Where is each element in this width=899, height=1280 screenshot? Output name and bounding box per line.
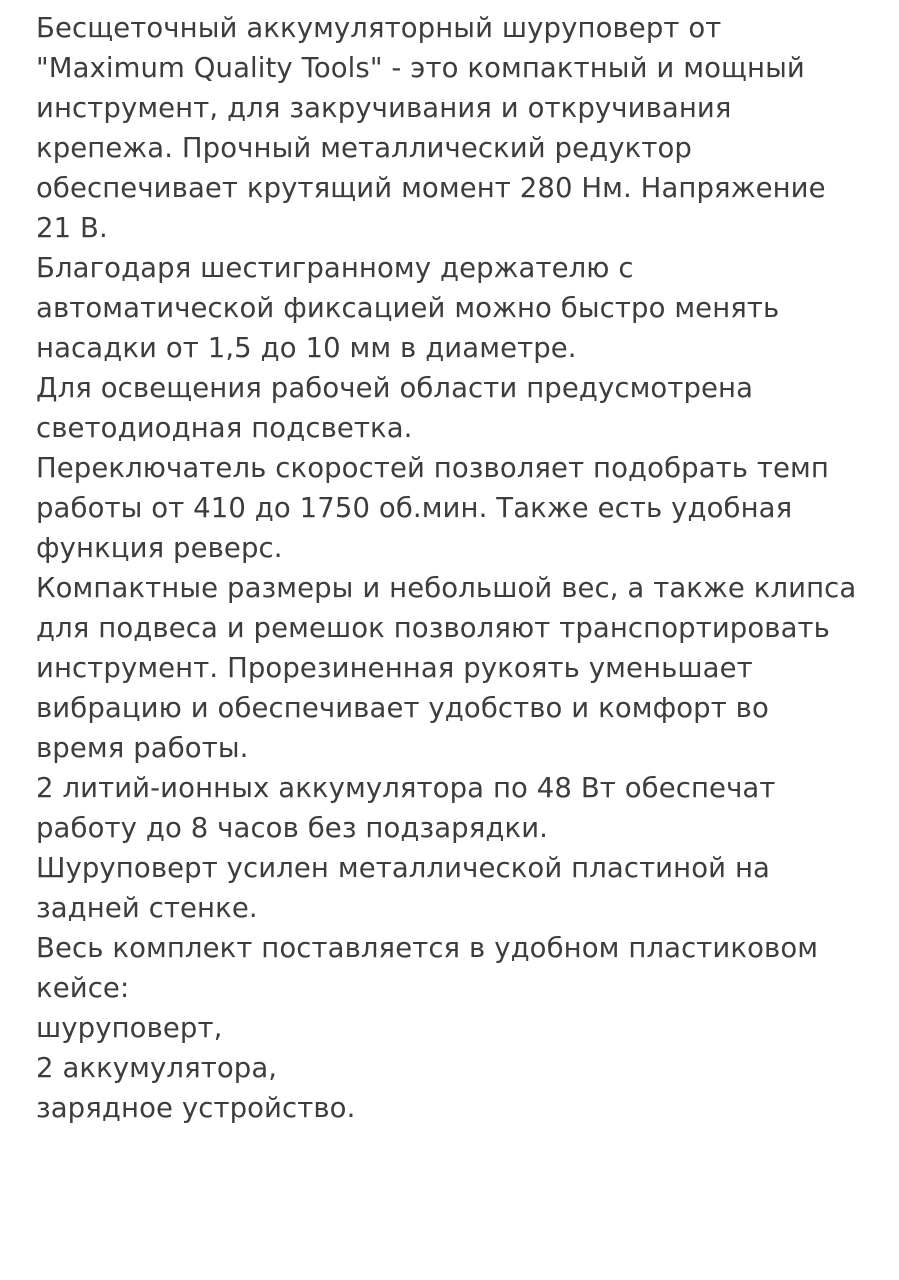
description-paragraph: Благодаря шестигранному держателю с автоматической фиксацией можно быстро менять насадки от 1,5 до 10 мм в диаметре.	[36, 252, 789, 364]
description-paragraph: Весь комплект поставляется в удобном пластиковом кейсе:	[36, 932, 827, 1004]
description-paragraph: Шуруповерт усилен металлической пластиной на задней стенке.	[36, 852, 779, 924]
kit-item: 2 аккумулятора,	[36, 1052, 278, 1084]
description-paragraph: Бесщеточный аккумуляторный шуруповерт от "Maximum Quality Tools" - это компактный и мощный инструмент, для закручивания и откручивания крепежа. Прочный металлический редуктор обеспечивает крутящий момент 280 Нм. Напряжение 21 В.	[36, 12, 835, 244]
description-paragraph: 2 литий-ионных аккумулятора по 48 Вт обеспечат работу до 8 часов без подзарядки.	[36, 772, 785, 844]
description-paragraph: Компактные размеры и небольшой вес, а также клипса для подвеса и ремешок позволяют транспортировать инструмент. Прорезиненная рукоять уменьшает вибрацию и обеспечивает удобство и комфорт во время работы.	[36, 572, 866, 764]
product-description-text	[36, 8, 866, 1128]
kit-item: зарядное устройство.	[36, 1092, 356, 1124]
kit-item: шуруповерт,	[36, 1012, 223, 1044]
description-paragraph: Переключатель скоростей позволяет подобрать темп работы от 410 до 1750 об.мин. Также есть удобная функция реверс.	[36, 452, 838, 564]
description-paragraph: Для освещения рабочей области предусмотрена светодиодная подсветка.	[36, 372, 762, 444]
